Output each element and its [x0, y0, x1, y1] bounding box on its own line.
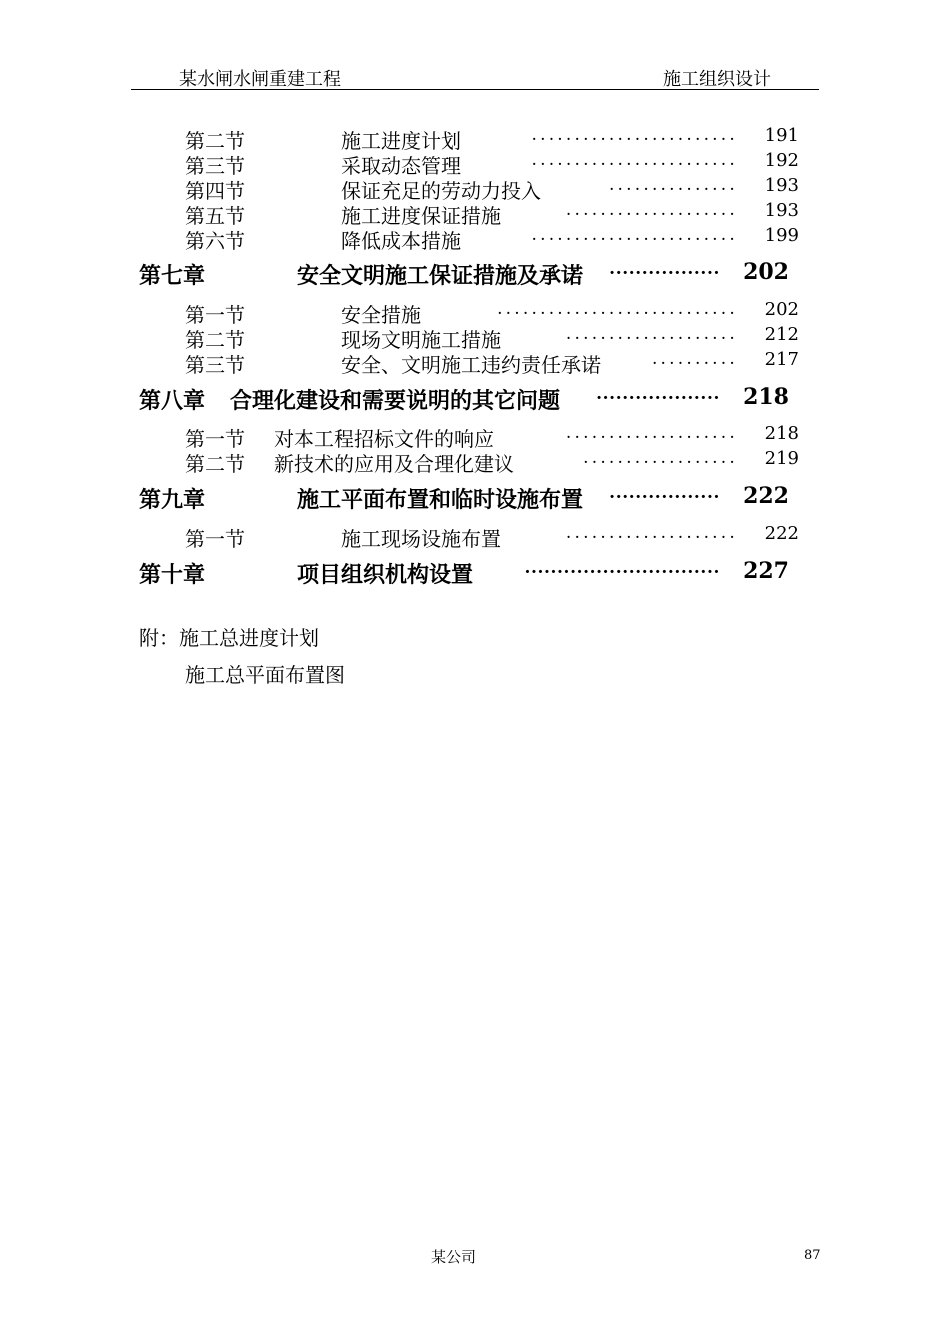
- header-document-title: 施工组织设计: [663, 69, 771, 90]
- toc-entry[interactable]: [0, 225, 950, 251]
- toc-chapter-page: 218: [743, 384, 789, 410]
- toc-entry-page: 217: [764, 349, 799, 370]
- toc-entry[interactable]: [0, 299, 950, 325]
- toc-entry-number: 第一节: [185, 527, 245, 551]
- footer-page-number: 87: [804, 1248, 821, 1263]
- toc-chapter-number: 第八章: [139, 389, 206, 414]
- toc-entry[interactable]: [0, 523, 950, 549]
- toc-entry-page: 212: [764, 324, 799, 345]
- toc-entry-leader: ....................: [565, 423, 738, 443]
- toc-entry-number: 第三节: [185, 154, 245, 178]
- toc-entry[interactable]: [0, 448, 950, 474]
- toc-entry-page: 219: [764, 448, 799, 469]
- toc-entry-title: 现场文明施工措施: [341, 328, 501, 352]
- toc-entry-leader: ........................: [531, 150, 738, 170]
- toc-entry-number: 第三节: [185, 353, 245, 377]
- appendix-line-schedule: 附：施工总进度计划: [139, 626, 319, 650]
- toc-entry[interactable]: [0, 349, 950, 375]
- toc-entry-page: 199: [764, 225, 799, 246]
- toc-entry-leader: ....................: [565, 324, 738, 344]
- toc-entry-leader: ........................: [531, 225, 738, 245]
- toc-chapter-entry[interactable]: [0, 558, 950, 590]
- toc-chapter-page: 222: [743, 483, 789, 509]
- toc-chapter-title: 安全文明施工保证措施及承诺: [297, 264, 584, 289]
- toc-entry[interactable]: [0, 150, 950, 176]
- toc-entry-title: 安全措施: [341, 303, 421, 327]
- toc-entry-page: 192: [764, 150, 799, 171]
- toc-entry[interactable]: [0, 423, 950, 449]
- toc-entry-number: 第六节: [185, 229, 245, 253]
- toc-entry-page: 191: [764, 125, 799, 146]
- toc-entry-page: 222: [764, 523, 799, 544]
- toc-entry-title: 施工进度保证措施: [341, 204, 501, 228]
- toc-entry-number: 第一节: [185, 427, 245, 451]
- page-header: [131, 62, 819, 90]
- toc-entry-page: 193: [764, 175, 799, 196]
- toc-chapter-entry[interactable]: [0, 483, 950, 515]
- toc-entry-leader: ....................: [565, 200, 738, 220]
- toc-entry[interactable]: [0, 200, 950, 226]
- toc-chapter-title: 项目组织机构设置: [297, 563, 474, 588]
- toc-chapter-number: 第九章: [139, 488, 206, 513]
- toc-entry-number: 第四节: [185, 179, 245, 203]
- toc-entry-title: 新技术的应用及合理化建议: [274, 452, 514, 476]
- toc-entry-leader: ...............: [608, 175, 738, 195]
- toc-chapter-page: 202: [743, 259, 789, 285]
- toc-chapter-leader: .................: [609, 483, 720, 503]
- toc-entry-title: 安全、文明施工违约责任承诺: [341, 353, 601, 377]
- toc-entry-leader: ....................: [565, 523, 738, 543]
- toc-entry-title: 施工现场设施布置: [341, 527, 501, 551]
- toc-entry[interactable]: [0, 125, 950, 151]
- toc-entry-number: 第五节: [185, 204, 245, 228]
- toc-entry-number: 第二节: [185, 452, 245, 476]
- toc-entry-number: 第一节: [185, 303, 245, 327]
- appendix-line-layout: 施工总平面布置图: [185, 663, 345, 687]
- toc-entry-page: 218: [764, 423, 799, 444]
- toc-entry-number: 第二节: [185, 328, 245, 352]
- toc-entry-page: 193: [764, 200, 799, 221]
- toc-entry-page: 202: [764, 299, 799, 320]
- toc-chapter-title: 施工平面布置和临时设施布置: [297, 488, 584, 513]
- toc-entry-number: 第二节: [185, 129, 245, 153]
- footer-company: 某公司: [431, 1248, 477, 1266]
- toc-entry-title: 采取动态管理: [341, 154, 461, 178]
- toc-entry-leader: ........................: [531, 125, 738, 145]
- toc-chapter-leader: ...................: [596, 384, 720, 404]
- toc-chapter-leader: ..............................: [524, 558, 720, 578]
- toc-entry-leader: ..................: [583, 448, 738, 468]
- toc-entry-leader: ..........: [651, 349, 738, 369]
- toc-entry[interactable]: [0, 324, 950, 350]
- toc-entry-title: 降低成本措施: [341, 229, 461, 253]
- toc-chapter-entry[interactable]: [0, 259, 950, 291]
- toc-chapter-number: 第十章: [139, 563, 206, 588]
- toc-entry-title: 对本工程招标文件的响应: [274, 427, 494, 451]
- toc-entry-title: 保证充足的劳动力投入: [341, 179, 541, 203]
- toc-entry-title: 施工进度计划: [341, 129, 461, 153]
- toc-chapter-page: 227: [743, 558, 789, 584]
- toc-chapter-leader: .................: [609, 259, 720, 279]
- toc-entry-leader: ............................: [497, 299, 738, 319]
- toc-chapter-number: 第七章: [139, 264, 206, 289]
- header-project-title: 某水闸水闸重建工程: [179, 69, 341, 90]
- toc-chapter-entry[interactable]: [0, 384, 950, 416]
- toc-entry[interactable]: [0, 175, 950, 201]
- toc-chapter-title: 合理化建设和需要说明的其它问题: [230, 389, 561, 414]
